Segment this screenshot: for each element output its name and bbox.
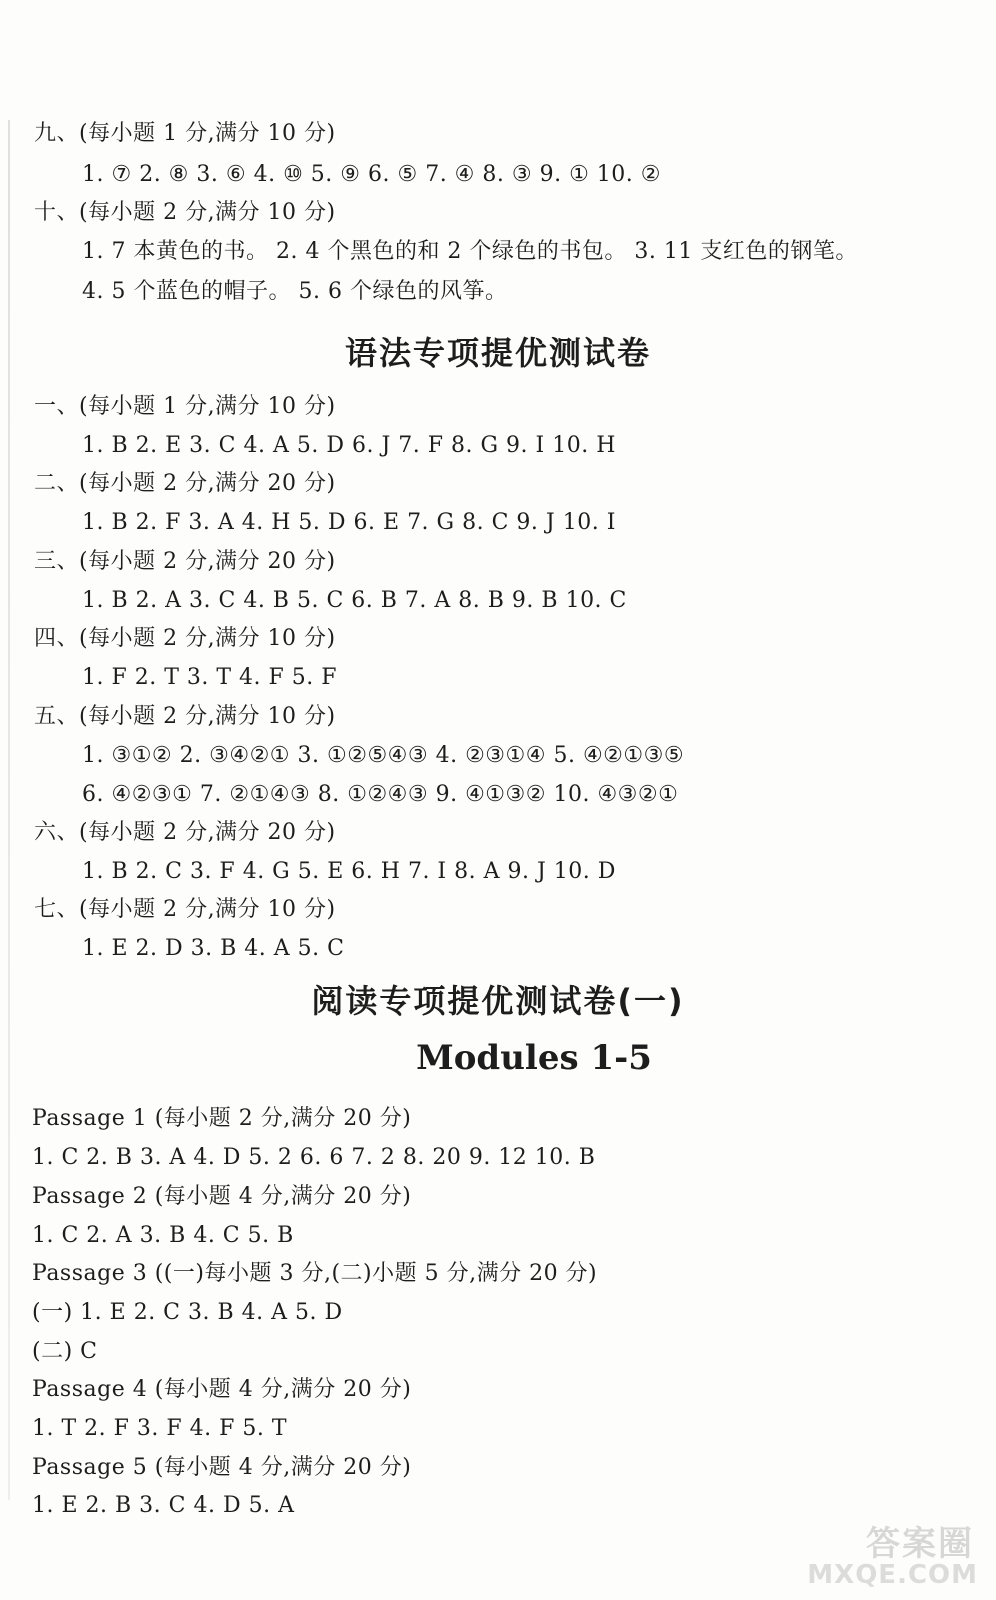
- grammar-section-1-heading: 一、(每小题 1 分,满分 10 分): [34, 394, 336, 419]
- passage-1-answers: 1. C 2. B 3. A 4. D 5. 2 6. 6 7. 2 8. 20 9. 12 10. B: [32, 1145, 596, 1170]
- grammar-section-6-answers: 1. B 2. C 3. F 4. G 5. E 6. H 7. I 8. A 9. J 10. D: [82, 859, 616, 884]
- section-9-heading: 九、(每小题 1 分,满分 10 分): [34, 121, 336, 146]
- grammar-section-3-heading: 三、(每小题 2 分,满分 20 分): [34, 549, 336, 574]
- passage-3-heading: Passage 3 ((一)每小题 3 分,(二)小题 5 分,满分 20 分): [32, 1261, 598, 1286]
- passage-1-heading: Passage 1 (每小题 2 分,满分 20 分): [32, 1106, 412, 1131]
- passage-5-heading: Passage 5 (每小题 4 分,满分 20 分): [32, 1455, 412, 1480]
- grammar-section-6-heading: 六、(每小题 2 分,满分 20 分): [34, 820, 336, 845]
- grammar-section-4-heading: 四、(每小题 2 分,满分 10 分): [34, 626, 336, 651]
- grammar-section-5-heading: 五、(每小题 2 分,满分 10 分): [34, 704, 336, 729]
- site-watermark: [782, 1516, 978, 1590]
- grammar-section-5-answers-line2: 6. ④②③① 7. ②①④③ 8. ①②④③ 9. ④①③② 10. ④③②①: [82, 782, 679, 807]
- grammar-section-2-answers: 1. B 2. F 3. A 4. H 5. D 6. E 7. G 8. C 9. J 10. I: [82, 510, 616, 535]
- binding-margin-line: [8, 120, 10, 1500]
- grammar-section-5-answers-line1: 1. ③①② 2. ③④②① 3. ①②⑤④③ 4. ②③①④ 5. ④②①③⑤: [82, 743, 685, 768]
- passage-2-heading: Passage 2 (每小题 4 分,满分 20 分): [32, 1184, 412, 1209]
- grammar-section-7-heading: 七、(每小题 2 分,满分 10 分): [34, 897, 336, 922]
- section-9-answers: 1. ⑦ 2. ⑧ 3. ⑥ 4. ⑩ 5. ⑨ 6. ⑤ 7. ④ 8. ③ 9. ① 10. ②: [82, 162, 661, 187]
- section-10-heading: 十、(每小题 2 分,满分 10 分): [34, 200, 336, 225]
- passage-3-answers-part2: (二) C: [32, 1339, 98, 1364]
- grammar-section-1-answers: 1. B 2. E 3. C 4. A 5. D 6. J 7. F 8. G 9. I 10. H: [82, 433, 616, 458]
- grammar-section-7-answers: 1. E 2. D 3. B 4. A 5. C: [82, 936, 345, 961]
- reading-test-subtitle: Modules 1-5: [416, 1038, 652, 1078]
- grammar-section-2-heading: 二、(每小题 2 分,满分 20 分): [34, 471, 336, 496]
- section-10-answers-line2: 4. 5 个蓝色的帽子。 5. 6 个绿色的风筝。: [82, 279, 508, 304]
- grammar-section-3-answers: 1. B 2. A 3. C 4. B 5. C 6. B 7. A 8. B 9. B 10. C: [82, 588, 627, 613]
- passage-3-answers-part1: (一) 1. E 2. C 3. B 4. A 5. D: [32, 1300, 343, 1325]
- watermark-url: MXQE.COM: [807, 1560, 978, 1590]
- passage-4-answers: 1. T 2. F 3. F 4. F 5. T: [32, 1416, 288, 1441]
- reading-test-title: 阅读专项提优测试卷(一): [311, 982, 685, 1020]
- passage-5-answers: 1. E 2. B 3. C 4. D 5. A: [32, 1493, 295, 1518]
- grammar-section-4-answers: 1. F 2. T 3. T 4. F 5. F: [82, 665, 338, 690]
- section-10-answers-line1: 1. 7 本黄色的书。 2. 4 个黑色的和 2 个绿色的书包。 3. 11 支红色的钢笔。: [82, 239, 858, 264]
- grammar-test-title: 语法专项提优测试卷: [344, 334, 651, 372]
- passage-2-answers: 1. C 2. A 3. B 4. C 5. B: [32, 1223, 294, 1248]
- watermark-logo-text: 答案圈: [866, 1524, 974, 1564]
- passage-4-heading: Passage 4 (每小题 4 分,满分 20 分): [32, 1377, 412, 1402]
